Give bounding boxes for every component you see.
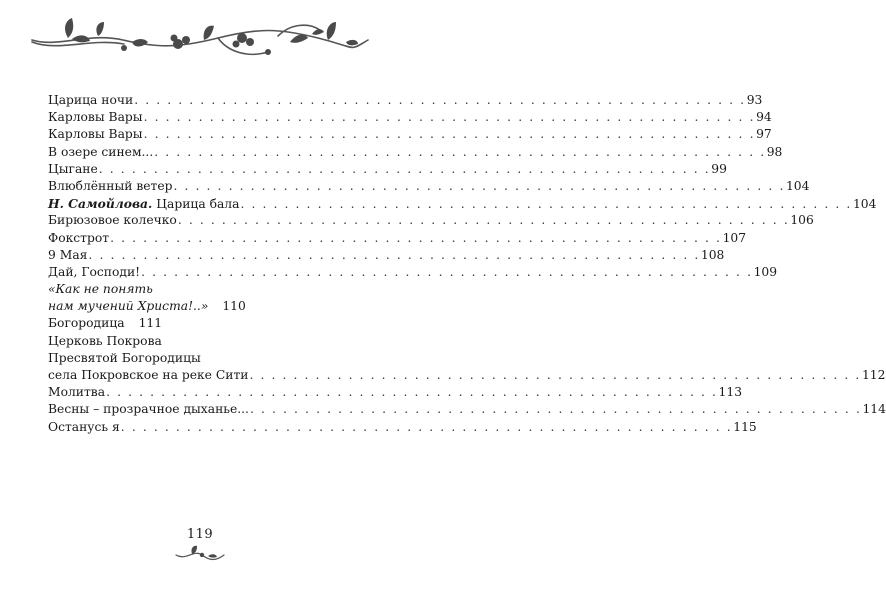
entry-page: 108 [700, 247, 725, 262]
dot-leader: . . . . . . . . . . . . . . . . . . . . . . . . . . . . . . . . . . . . . . . . . . . . . . . . . . . . . . . . [110, 230, 722, 245]
entry-title: Царица бала [156, 197, 240, 212]
toc-entry[interactable] [48, 384, 743, 401]
entry-page: 98 [766, 144, 783, 159]
toc-entry[interactable] [48, 144, 783, 161]
toc-entry[interactable] [48, 212, 814, 229]
toc-entry[interactable] [48, 264, 778, 281]
entry-title: Весны – прозрачное дыханье... [48, 402, 249, 417]
entry-page: 115 [733, 419, 757, 434]
toc-entry[interactable] [48, 333, 354, 350]
toc-entry[interactable] [48, 92, 763, 109]
page-number: 119 [186, 527, 214, 542]
entry-author: Н. Самойлова. [48, 196, 153, 212]
toc-entry[interactable] [48, 126, 772, 143]
entry-title: Карловы Вары [48, 127, 143, 142]
entry-title: Церковь Покрова [48, 333, 162, 348]
entry-page: 109 [753, 264, 778, 279]
dot-leader: . . . . . . . . . . . . . . . . . . . . . . . . . . . . . . . . . . . . . . . . . . . . . . . . . . . . . . . . [143, 127, 756, 142]
entry-title: Дай, Господи! [48, 264, 141, 279]
toc-entry[interactable] [48, 401, 886, 418]
toc-entry[interactable] [48, 350, 354, 367]
entry-page: 111 [138, 316, 163, 331]
entry-page: 104 [852, 197, 877, 212]
dot-leader: . . . . . . . . . . . . . . . . . . . . . . . . . . . . . . . . . . . . . . . . . . . . . . . . . . . . . . . . [177, 213, 790, 228]
entry-page: 110 [222, 299, 246, 314]
entry-title: Останусь я [48, 419, 120, 434]
toc-entry[interactable] [48, 230, 747, 247]
dot-leader: . . . . . . . . . . . . . . . . . . . . . . . . . . . . . . . . . . . . . . . . . . . . . . . . . . . . . . . . [143, 110, 756, 125]
entry-page: 106 [790, 213, 814, 228]
toc-entry[interactable] [48, 367, 886, 384]
small-floral-ornament-icon [172, 545, 228, 565]
dot-leader: . . . . . . . . . . . . . . . . . . . . . . . . . . . . . . . . . . . . . . . . . . . . . . . . . . . . . . . . [120, 419, 733, 434]
entry-page: 113 [718, 385, 743, 400]
dot-leader: . . . . . . . . . . . . . . . . . . . . . . . . . . . . . . . . . . . . . . . . . . . . . . . . . . . . . . . . [141, 264, 753, 279]
floral-vine-ornament-icon [28, 18, 372, 70]
entry-page: 114 [862, 402, 886, 417]
dot-leader: . . . . . . . . . . . . . . . . . . . . . . . . . . . . . . . . . . . . . . . . . . . . . . . . . . . . . . . . [106, 385, 718, 400]
entry-title: В озере синем... [48, 144, 154, 159]
dot-leader: . . . . . . . . . . . . . . . . . . . . . . . . . . . . . . . . . . . . . . . . . . . . . . . . . . . . . . . . [88, 247, 700, 262]
entry-title: Фокстрот [48, 230, 110, 245]
entry-page: 104 [785, 178, 810, 193]
toc-entry[interactable] [48, 281, 354, 298]
toc-entry[interactable] [48, 247, 725, 264]
dot-leader: . . . . . . . . . . . . . . . . . . . . . . . . . . . . . . . . . . . . . . . . . . . . . . . . . . . . . . . . [98, 161, 711, 176]
entry-title: «Как не понять [48, 282, 153, 297]
table-of-contents [48, 92, 886, 436]
entry-title: Цыгане [48, 161, 98, 176]
entry-page: 93 [746, 93, 763, 107]
entry-title: Влюблённый ветер [48, 178, 173, 193]
entry-title: Богородица [48, 316, 125, 331]
entry-title: Пресвятой Богородицы [48, 350, 201, 365]
entry-title: Царица ночи [48, 93, 134, 107]
entry-title: нам мучений Христа!..» [48, 299, 209, 314]
toc-entry[interactable] [48, 195, 877, 212]
entry-title: Карловы Вары [48, 110, 143, 125]
dot-leader: . . . . . . . . . . . . . . . . . . . . . . . . . . . . . . . . . . . . . . . . . . . . . . . . . . . . . . . . [173, 178, 785, 193]
entry-title: 9 Мая [48, 247, 88, 262]
toc-entry[interactable] [48, 298, 354, 315]
entry-page: 97 [756, 127, 772, 142]
toc-entry[interactable] [48, 109, 772, 126]
dot-leader: . . . . . . . . . . . . . . . . . . . . . . . . . . . . . . . . . . . . . . . . . . . . . . . . . . . . . . . . [134, 93, 746, 107]
toc-entry[interactable] [48, 161, 727, 178]
entry-page: 94 [756, 110, 772, 125]
dot-leader: . . . . . . . . . . . . . . . . . . . . . . . . . . . . . . . . . . . . . . . . . . . . . . . . . . . . . . . . [240, 197, 852, 212]
toc-entry[interactable] [48, 178, 810, 195]
dot-leader: . . . . . . . . . . . . . . . . . . . . . . . . . . . . . . . . . . . . . . . . . . . . . . . . . . . . . . . . [249, 402, 862, 417]
entry-page: 112 [861, 368, 886, 382]
toc-entry[interactable] [48, 419, 757, 436]
entry-title: Бирюзовое колечко [48, 213, 177, 228]
entry-page: 99 [711, 161, 727, 176]
entry-title: села Покровское на реке Сити [48, 368, 249, 382]
dot-leader: . . . . . . . . . . . . . . . . . . . . . . . . . . . . . . . . . . . . . . . . . . . . . . . . . . . . . . . . [249, 368, 861, 382]
toc-entry[interactable] [48, 315, 354, 332]
entry-page: 107 [722, 230, 747, 245]
entry-title: Молитва [48, 385, 106, 400]
dot-leader: . . . . . . . . . . . . . . . . . . . . . . . . . . . . . . . . . . . . . . . . . . . . . . . . . . . . . . . . [154, 144, 766, 159]
